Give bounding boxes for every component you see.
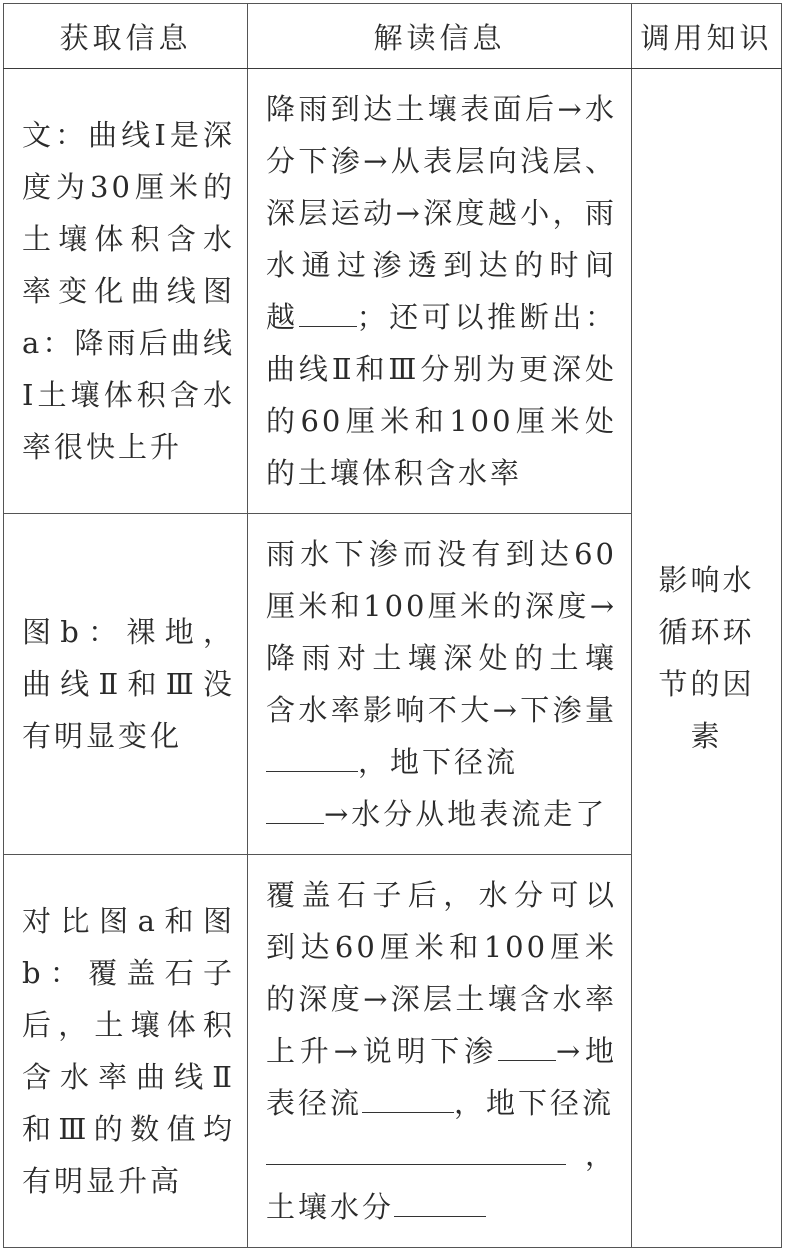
get-info-cell [4, 514, 248, 855]
header-get-info: 获取信息 [4, 4, 248, 69]
knowledge-text: 影响水循环环节的因素 [658, 563, 755, 753]
get-info-cell [4, 855, 248, 1248]
interpret-info-cell [248, 514, 632, 855]
interpret-text: ，地下径流 [454, 1086, 615, 1120]
header-interpret-info: 解读信息 [248, 4, 632, 69]
interpret-text: ，土壤水分 [266, 1138, 617, 1224]
get-info-text: 文：曲线Ⅰ是深度为30厘米的土壤体积含水率变化曲线图a：降雨后曲线Ⅰ土壤体积含水率很快上升 [22, 118, 235, 464]
interpret-info-cell [248, 855, 632, 1248]
knowledge-cell [632, 69, 782, 1248]
fill-blank[interactable] [266, 1134, 566, 1165]
fill-blank[interactable] [299, 296, 357, 327]
interpret-text: 雨水下渗而没有到达60厘米和100厘米的深度→降雨对土壤深处的土壤含水率影响不大→下渗量 [266, 537, 617, 727]
interpret-text: →地表径流 [266, 1034, 617, 1120]
get-info-text: 对比图a和图b：覆盖石子后，土壤体积含水率曲线Ⅱ和Ⅲ的数值均有明显升高 [22, 904, 235, 1198]
interpret-text: →水分从地表流走了 [324, 797, 608, 831]
fill-blank[interactable] [266, 741, 358, 772]
fill-blank[interactable] [362, 1082, 454, 1113]
header-knowledge: 调用知识 [632, 4, 782, 69]
table-row [4, 69, 782, 514]
interpret-text: 降雨到达土壤表面后→水分下渗→从表层向浅层、深层运动→深度越小，雨水通过渗透到达的时间越 [266, 92, 617, 334]
get-info-text: 图b：裸地，曲线Ⅱ和Ⅲ没有明显变化 [22, 615, 235, 753]
interpret-text: ；还可以推断出：曲线Ⅱ和Ⅲ分别为更深处的60厘米和100厘米处的土壤体积含水率 [266, 300, 617, 490]
interpret-text: 覆盖石子后，水分可以到达60厘米和100厘米的深度→深层土壤含水率上升→说明下渗 [266, 878, 617, 1068]
fill-blank[interactable] [266, 793, 324, 824]
interpret-info-cell [248, 69, 632, 514]
header-row [4, 4, 782, 69]
analysis-table [3, 3, 782, 1248]
get-info-cell [4, 69, 248, 514]
interpret-text: ，地下径流 [358, 745, 519, 779]
fill-blank[interactable] [498, 1030, 556, 1061]
fill-blank[interactable] [394, 1186, 486, 1217]
